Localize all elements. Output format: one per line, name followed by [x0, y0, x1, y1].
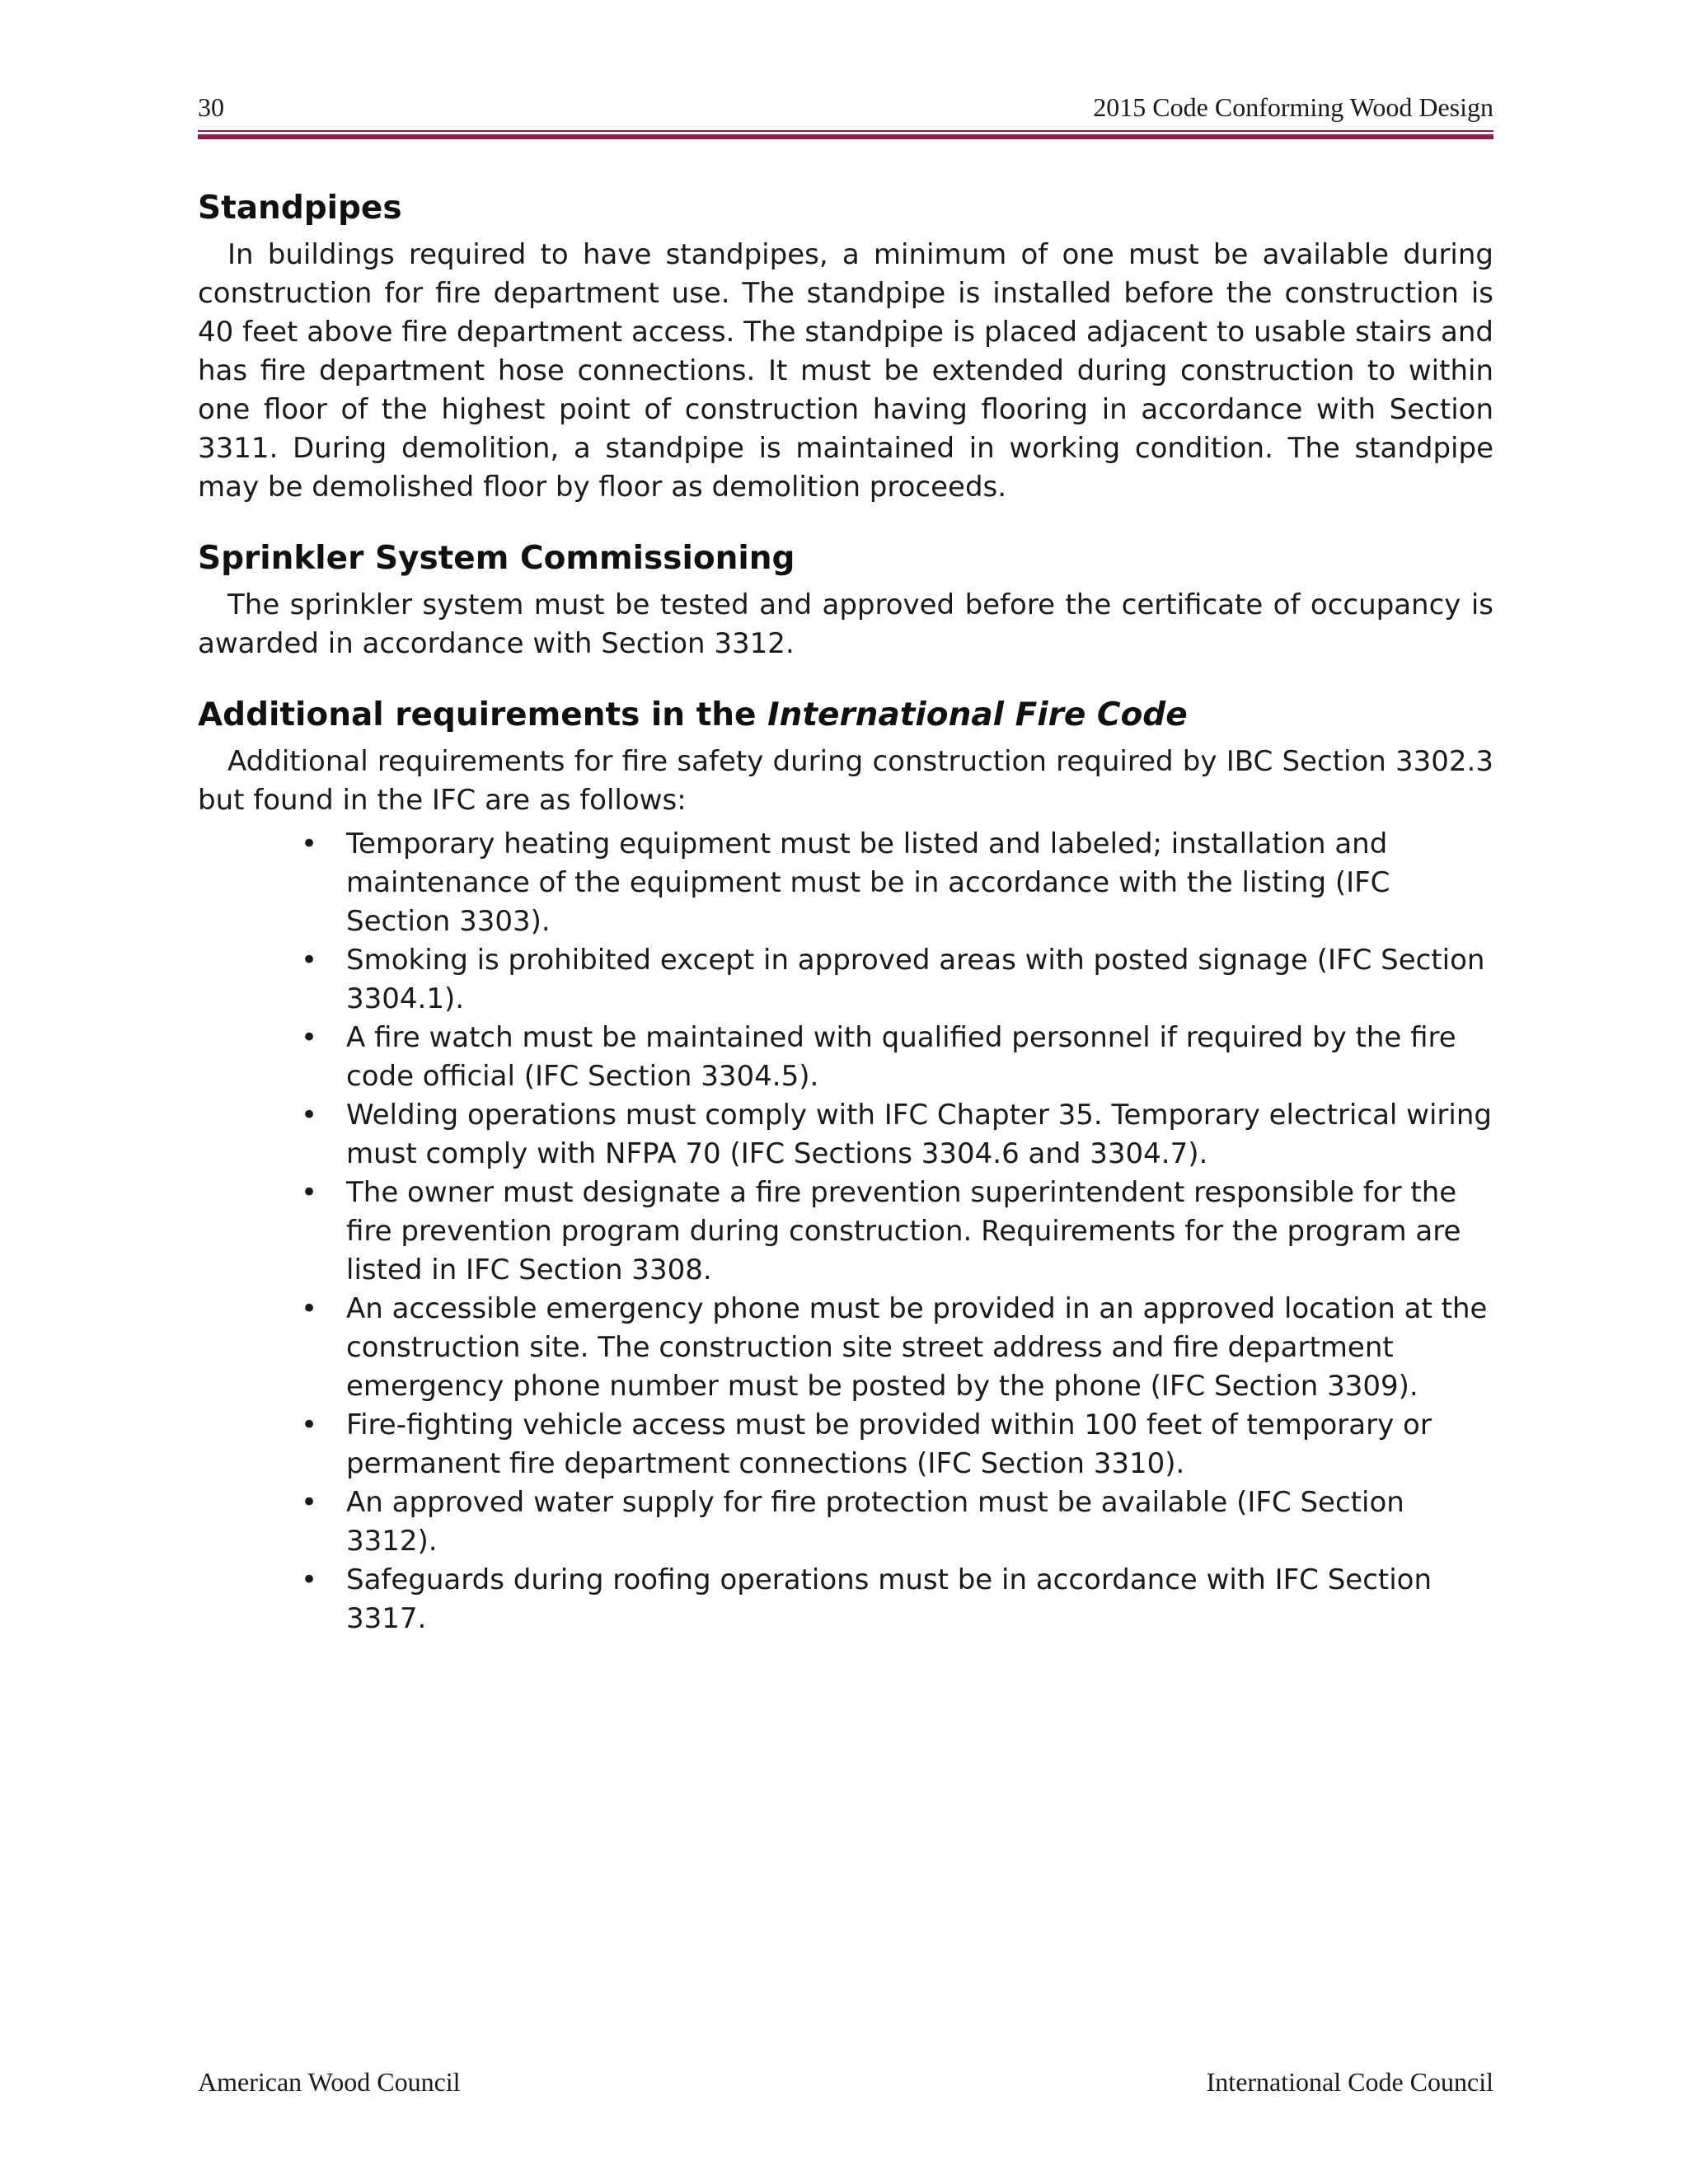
- section-heading: [198, 693, 1493, 738]
- header-rule-thick: [198, 134, 1493, 139]
- bullet-icon: •: [301, 1486, 318, 1519]
- running-footer: [198, 2067, 1493, 2108]
- section-heading: Sprinkler System Commissioning: [198, 540, 795, 577]
- list-item-text: Temporary heating equipment must be listed and labeled; installation and maintenance of the equipment must be in accordance with the listing (IFC Section 3303).: [346, 827, 1390, 938]
- section-paragraph: Additional requirements for fire safety during construction required by IBC Section 3302.3 but found in the IFC are as follows:: [198, 745, 1493, 817]
- list-item-text: An accessible emergency phone must be provided in an approved location at the construction site. The construction site street address and fire department emergency phone number must be posted by the phone (IFC Section 3309).: [346, 1292, 1488, 1403]
- list-item: [198, 825, 1493, 941]
- bullet-icon: •: [301, 1099, 318, 1132]
- bullet-icon: •: [301, 944, 318, 977]
- main-content: [198, 186, 1493, 1668]
- document-page: [198, 0, 1493, 2184]
- running-header: [198, 89, 1493, 130]
- bullet-icon: •: [301, 1021, 318, 1054]
- list-item-text: An approved water supply for fire protection must be available (IFC Section 3312).: [346, 1486, 1404, 1558]
- heading-plain-text: Additional requirements in the: [198, 696, 768, 733]
- section-paragraph: The sprinkler system must be tested and approved before the certificate of occupancy is awarded in accordance with Section 3312.: [198, 588, 1493, 660]
- requirements-list: [198, 825, 1493, 1638]
- section-standpipes: [198, 186, 1493, 507]
- list-item-text: Fire-fighting vehicle access must be provided within 100 feet of temporary or permanent fire department connections (IFC Section 3310).: [346, 1408, 1432, 1480]
- bullet-icon: •: [301, 827, 318, 860]
- list-item: [198, 1174, 1493, 1290]
- list-item-text: Welding operations must comply with IFC Chapter 35. Temporary electrical wiring must comply with NFPA 70 (IFC Sections 3304.6 and 3304.7).: [346, 1099, 1492, 1170]
- list-item: [198, 1406, 1493, 1483]
- list-item-text: A fire watch must be maintained with qualified personnel if required by the fire code official (IFC Section 3304.5).: [346, 1021, 1456, 1093]
- list-item-text: Safeguards during roofing operations must be in accordance with IFC Section 3317.: [346, 1563, 1432, 1635]
- section-heading: Standpipes: [198, 190, 402, 227]
- footer-publisher-right: International Code Council: [1206, 2067, 1493, 2097]
- section-additional-requirements: [198, 693, 1493, 1638]
- list-item-text: Smoking is prohibited except in approved areas with posted signage (IFC Section 3304.1).: [346, 944, 1485, 1015]
- list-item: [198, 1019, 1493, 1096]
- list-item: [198, 1290, 1493, 1406]
- bullet-icon: •: [301, 1176, 318, 1209]
- bullet-icon: •: [301, 1292, 318, 1325]
- bullet-icon: •: [301, 1563, 318, 1596]
- list-item: [198, 1096, 1493, 1174]
- book-title: 2015 Code Conforming Wood Design: [1093, 92, 1493, 122]
- bullet-icon: •: [301, 1408, 318, 1441]
- section-sprinkler-commissioning: [198, 537, 1493, 663]
- list-item: [198, 1561, 1493, 1638]
- list-item: [198, 1483, 1493, 1561]
- footer-publisher-left: American Wood Council: [198, 2067, 461, 2097]
- list-item-text: The owner must designate a fire prevention superintendent responsible for the fire prevention program during construction. Requirements for the program are listed in IFC Section 3308.: [346, 1176, 1461, 1286]
- header-rule: [198, 130, 1493, 140]
- page-number: 30: [198, 92, 224, 122]
- section-paragraph: In buildings required to have standpipes, a minimum of one must be available during construction for fire department use. The standpipe is installed before the construction is 40 feet above fire department access. The standpipe is placed adjacent to usable stairs and has fire department hose connections. It must be extended during construction to within one floor of the highest point of construction having flooring in accordance with Section 3311. During demolition, a standpipe is maintained in working condition. The standpipe may be demolished floor by floor as demolition proceeds.: [198, 238, 1493, 504]
- heading-italic-text: International Fire Code: [767, 696, 1188, 733]
- header-rule-thin: [198, 130, 1493, 132]
- list-item: [198, 941, 1493, 1019]
